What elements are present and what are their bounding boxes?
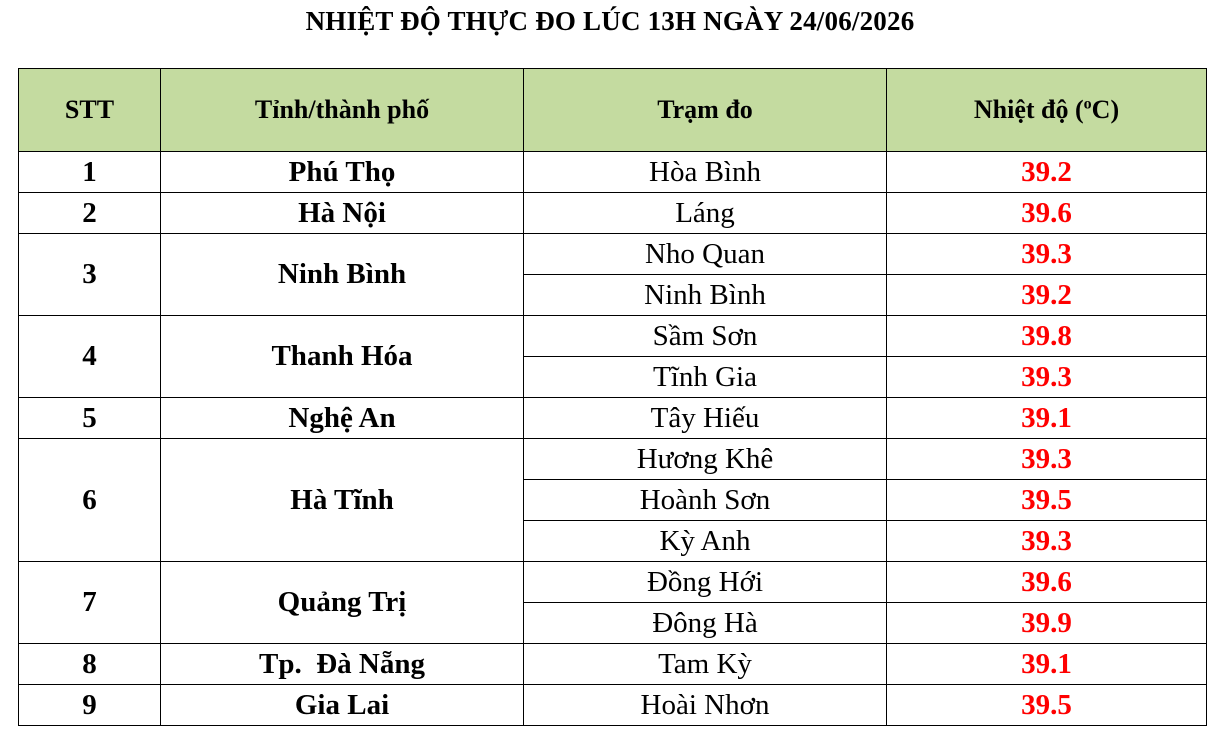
- cell-temperature: 39.1: [887, 398, 1207, 439]
- cell-stt: 9: [19, 685, 161, 726]
- cell-stt: 7: [19, 562, 161, 644]
- cell-station: Hoành Sơn: [524, 480, 887, 521]
- cell-temperature: 39.1: [887, 644, 1207, 685]
- cell-province: Nghệ An: [161, 398, 524, 439]
- cell-stt: 5: [19, 398, 161, 439]
- cell-stt: 1: [19, 152, 161, 193]
- cell-temperature: 39.3: [887, 234, 1207, 275]
- cell-station: Tĩnh Gia: [524, 357, 887, 398]
- table-row: [19, 234, 1207, 275]
- cell-temperature: 39.9: [887, 603, 1207, 644]
- cell-station: Láng: [524, 193, 887, 234]
- temperature-table: [18, 68, 1207, 726]
- table-row: [19, 152, 1207, 193]
- table-row: [19, 562, 1207, 603]
- header-temperature-suffix: C): [1091, 95, 1120, 124]
- cell-stt: 2: [19, 193, 161, 234]
- cell-stt: 4: [19, 316, 161, 398]
- header-station: Trạm đo: [524, 69, 887, 152]
- cell-temperature: 39.2: [887, 152, 1207, 193]
- cell-stt: 6: [19, 439, 161, 562]
- table-row: [19, 644, 1207, 685]
- cell-station: Tây Hiếu: [524, 398, 887, 439]
- cell-province: Gia Lai: [161, 685, 524, 726]
- header-temperature-prefix: Nhiệt độ (: [973, 95, 1084, 124]
- table-row: [19, 398, 1207, 439]
- cell-station: Đông Hà: [524, 603, 887, 644]
- cell-temperature: 39.5: [887, 480, 1207, 521]
- cell-temperature: 39.2: [887, 275, 1207, 316]
- cell-temperature: 39.8: [887, 316, 1207, 357]
- cell-province: Tp. Đà Nẵng: [161, 644, 524, 685]
- cell-province: Hà Nội: [161, 193, 524, 234]
- degree-symbol: o: [1083, 95, 1092, 113]
- cell-station: Sầm Sơn: [524, 316, 887, 357]
- table-body: [19, 152, 1207, 726]
- cell-temperature: 39.5: [887, 685, 1207, 726]
- table-row: [19, 193, 1207, 234]
- cell-province: Hà Tĩnh: [161, 439, 524, 562]
- table-row: [19, 439, 1207, 480]
- table-row: [19, 685, 1207, 726]
- cell-temperature: 39.3: [887, 357, 1207, 398]
- cell-station: Hoài Nhơn: [524, 685, 887, 726]
- cell-stt: 3: [19, 234, 161, 316]
- header-stt: STT: [19, 69, 161, 152]
- cell-station: Tam Kỳ: [524, 644, 887, 685]
- cell-station: Hương Khê: [524, 439, 887, 480]
- cell-temperature: 39.3: [887, 521, 1207, 562]
- header-province: Tỉnh/thành phố: [161, 69, 524, 152]
- cell-station: Đồng Hới: [524, 562, 887, 603]
- cell-temperature: 39.6: [887, 193, 1207, 234]
- cell-station: Ninh Bình: [524, 275, 887, 316]
- cell-stt: 8: [19, 644, 161, 685]
- header-temperature: [887, 69, 1207, 152]
- cell-temperature: 39.6: [887, 562, 1207, 603]
- cell-station: Hòa Bình: [524, 152, 887, 193]
- cell-province: Quảng Trị: [161, 562, 524, 644]
- cell-province: Thanh Hóa: [161, 316, 524, 398]
- cell-station: Kỳ Anh: [524, 521, 887, 562]
- cell-station: Nho Quan: [524, 234, 887, 275]
- cell-temperature: 39.3: [887, 439, 1207, 480]
- table-header-row: [19, 69, 1207, 152]
- cell-province: Phú Thọ: [161, 152, 524, 193]
- table-row: [19, 316, 1207, 357]
- cell-province: Ninh Bình: [161, 234, 524, 316]
- page-title: NHIỆT ĐỘ THỰC ĐO LÚC 13H NGÀY 24/06/2026: [305, 6, 915, 36]
